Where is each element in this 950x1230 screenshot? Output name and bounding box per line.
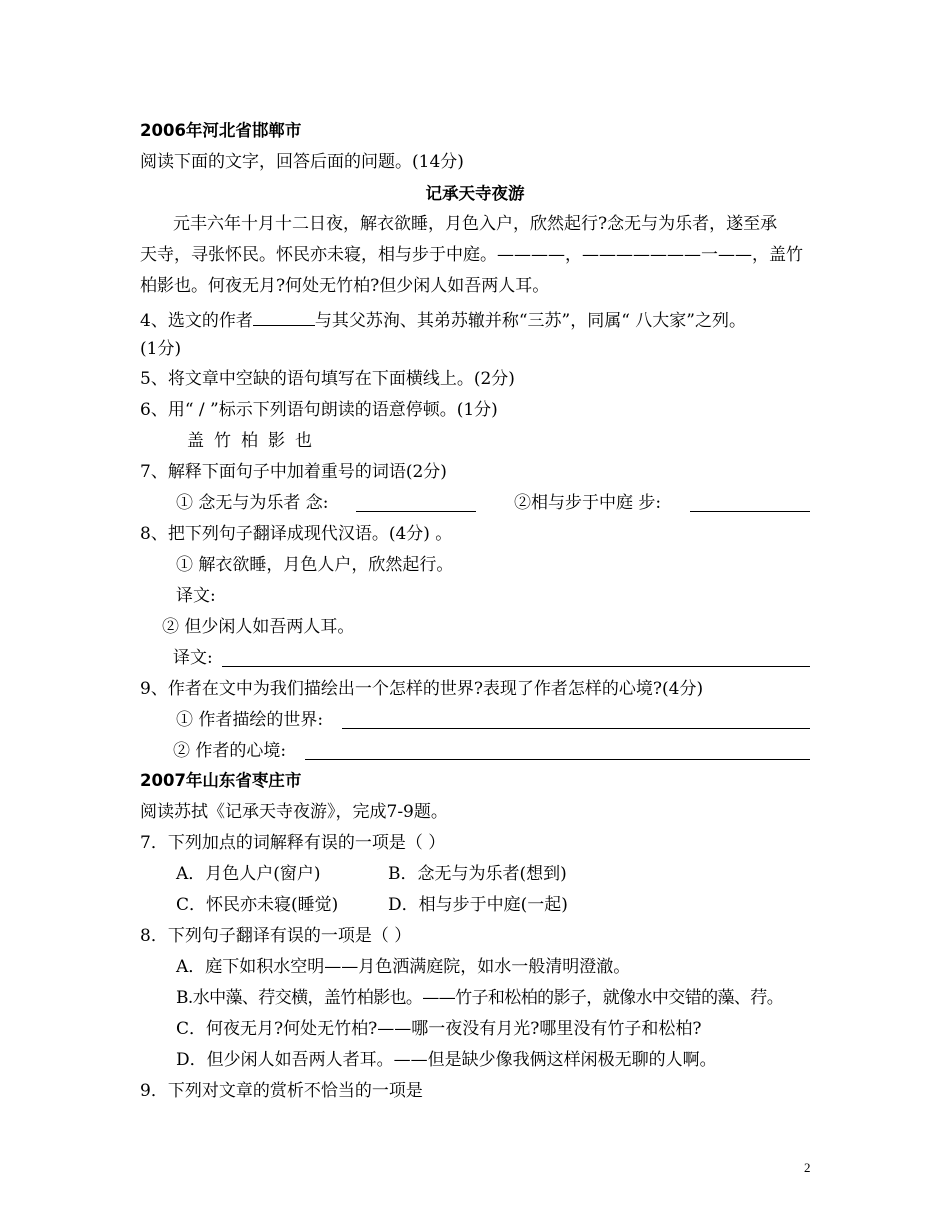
passage-title: 记承天寺夜游 bbox=[425, 184, 525, 203]
passage-line-3: 柏影也。何夜无月?何处无竹柏?但少闲人如吾两人耳。 bbox=[140, 276, 550, 296]
question-8-item-2: ② 但少闲人如吾两人耳。 bbox=[162, 617, 355, 637]
answer-blank-9-2[interactable] bbox=[305, 759, 810, 760]
mc-8-option-c: C．何夜无月?何处无竹柏?——哪一夜没有月光?哪里没有竹子和松柏? bbox=[176, 1019, 702, 1039]
section-heading-2006: 2006年河北省邯郸市 bbox=[140, 121, 302, 140]
question-7-item-2: ②相与步于中庭 步: bbox=[514, 493, 662, 513]
answer-blank-9-1[interactable] bbox=[342, 728, 810, 729]
question-6: 6、用“ / ”标示下列语句朗读的语意停顿。(1分) bbox=[140, 400, 498, 420]
mc-8-option-d: D．但少闲人如吾两人者耳。——但是缺少像我俩这样闲极无聊的人啊。 bbox=[176, 1050, 717, 1070]
question-9-item-1: ① 作者描绘的世界: bbox=[176, 710, 324, 730]
mc-7-option-b: B．念无与为乐者(想到) bbox=[388, 864, 567, 884]
question-9: 9、作者在文中为我们描绘出一个怎样的世界?表现了作者怎样的心境?(4分) bbox=[140, 679, 704, 699]
question-8-item-2-label: 译文: bbox=[173, 648, 213, 668]
question-9-item-2: ② 作者的心境: bbox=[173, 741, 287, 761]
passage-line-1: 元丰六年十月十二日夜，解衣欲睡，月色入户，欣然起行?念无与为乐者，遂至承 bbox=[173, 214, 778, 234]
question-4-prefix: 4、选文的作者 bbox=[140, 311, 253, 331]
question-5: 5、将文章中空缺的语句填写在下面横线上。(2分) bbox=[140, 369, 515, 389]
question-7: 7、解释下面句子中加着重号的词语(2分) bbox=[140, 462, 447, 482]
question-4-suffix: 与其父苏洵、其弟苏辙并称“三苏”，同属“ 八大家”之列。 bbox=[314, 311, 746, 331]
question-8-item-1: ① 解衣欲睡，月色人户，欣然起行。 bbox=[176, 555, 454, 575]
mc-7-option-c: C．怀民亦未寝(睡觉) bbox=[176, 895, 339, 915]
question-8-item-1-label: 译文: bbox=[176, 586, 216, 606]
question-6-sentence: 盖竹柏影也 bbox=[187, 431, 322, 451]
mc-8-option-a: A．庭下如积水空明——月色洒满庭院，如水一般清明澄澈。 bbox=[176, 957, 631, 977]
mc-question-9: 9．下列对文章的赏析不恰当的一项是 bbox=[140, 1081, 423, 1101]
page-number: 2 bbox=[804, 1160, 811, 1175]
passage-line-2: 天寺，寻张怀民。怀民亦未寝，相与步于中庭。————，———————一——，盖竹 bbox=[140, 245, 803, 265]
question-7-item-1: ① 念无与为乐者 念: bbox=[176, 493, 329, 513]
mc-question-7: 7．下列加点的词解释有误的一项是（ ） bbox=[140, 833, 446, 853]
mc-7-option-a: A．月色人户(窗户) bbox=[176, 864, 321, 884]
answer-blank-7-2[interactable] bbox=[690, 511, 810, 512]
mc-question-8: 8．下列句子翻译有误的一项是（ ） bbox=[140, 926, 412, 946]
answer-blank-author[interactable] bbox=[253, 307, 315, 326]
answer-blank-7-1[interactable] bbox=[356, 511, 476, 512]
section-heading-2007: 2007年山东省枣庄市 bbox=[140, 771, 302, 790]
question-4-score: (1分) bbox=[140, 339, 182, 359]
answer-blank-8-2[interactable] bbox=[222, 666, 810, 667]
intro-text-2007: 阅读苏拭《记承天寺夜游》，完成7-9题。 bbox=[140, 802, 448, 822]
mc-7-option-d: D．相与步于中庭(一起) bbox=[388, 895, 568, 915]
mc-8-option-b: B.水中藻、荇交横，盖竹柏影也。——竹子和松柏的影子，就像水中交错的藻、荇。 bbox=[176, 988, 784, 1008]
intro-text: 阅读下面的文字，回答后面的问题。(14分) bbox=[140, 152, 464, 172]
question-4 bbox=[140, 307, 746, 332]
question-8: 8、把下列句子翻译成现代汉语。(4分) 。 bbox=[140, 524, 453, 544]
